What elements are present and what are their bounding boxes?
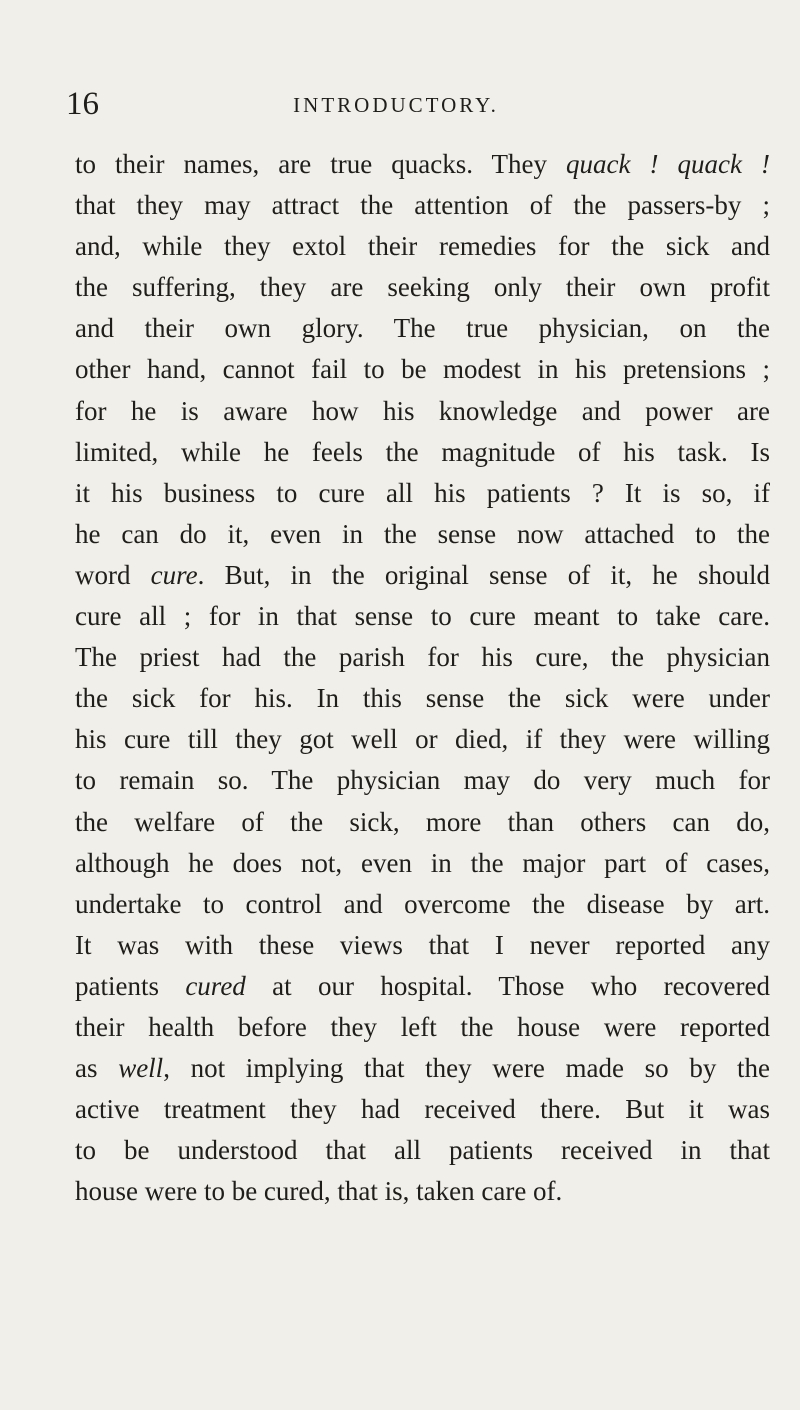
- text-run: although he does not, even in the major part of cases,: [75, 847, 770, 878]
- text-line: [75, 226, 770, 267]
- text-run: cure all ; for in that sense to cure meant to take care.: [75, 601, 770, 632]
- text-run: the suffering, they are seeking only their own profit: [75, 272, 770, 303]
- text-line: [75, 185, 770, 226]
- italic-text: cure: [150, 559, 198, 590]
- text-line: [75, 1171, 770, 1212]
- italic-text: quack ! quack !: [566, 149, 770, 179]
- text-line: [75, 514, 770, 555]
- text-run: the sick for his. In this sense the sick were under: [75, 683, 770, 714]
- text-line: [75, 678, 770, 719]
- text-line: [75, 308, 770, 349]
- text-run: their health before they left the house were reported: [75, 1011, 770, 1042]
- text-line: [75, 760, 770, 801]
- text-run: The priest had the parish for his cure, the physician: [75, 642, 770, 673]
- text-run: word: [75, 559, 151, 590]
- text-run: his cure till they got well or died, if they were willing: [75, 724, 770, 755]
- page-header: [66, 84, 726, 124]
- text-line: [75, 1089, 770, 1130]
- text-run: . But, in the original sense of it, he should: [197, 559, 770, 590]
- text-line: [75, 637, 770, 678]
- text-line: [75, 432, 770, 473]
- text-run: and, while they extol their remedies for the sick and: [75, 231, 770, 262]
- text-run: it his business to cure all his patients ? It is so, if: [75, 477, 770, 508]
- text-run: It was with these views that I never reported any: [75, 929, 770, 960]
- text-line: [75, 1130, 770, 1171]
- text-run: other hand, cannot fail to be modest in his pretensions ;: [75, 354, 770, 385]
- text-run: active treatment they had received there. But it was: [75, 1094, 770, 1125]
- running-head: INTRODUCTORY.: [293, 93, 499, 117]
- text-run: limited, while he feels the magnitude of his task. Is: [75, 436, 770, 467]
- text-run: to be understood that all patients received in that: [75, 1135, 770, 1166]
- text-run: the welfare of the sick, more than others can do,: [75, 806, 770, 837]
- text-line: [75, 267, 770, 308]
- text-run: as: [75, 1053, 119, 1084]
- text-line: [75, 1007, 770, 1048]
- text-line: [75, 843, 770, 884]
- text-line: [75, 925, 770, 966]
- text-run: house were to be cured, that is, taken care of.: [75, 1176, 563, 1207]
- text-run: patients: [75, 970, 186, 1001]
- text-run: to remain so. The physician may do very much for: [75, 765, 770, 796]
- text-run: to their names, are true quacks. They: [75, 149, 567, 179]
- text-line: [75, 802, 770, 843]
- text-line: [75, 473, 770, 514]
- text-run: and their own glory. The true physician, on the: [75, 313, 770, 344]
- text-line: [75, 555, 770, 596]
- italic-text: cured: [185, 970, 246, 1001]
- text-line: [75, 596, 770, 637]
- text-run: for he is aware how his knowledge and power are: [75, 395, 770, 426]
- italic-text: well: [118, 1053, 164, 1084]
- text-line: [75, 349, 770, 390]
- text-run: that they may attract the attention of the passers-by ;: [75, 190, 770, 221]
- text-run: at our hospital. Those who recovered: [245, 970, 770, 1001]
- text-line: [75, 719, 770, 760]
- text-run: he can do it, even in the sense now attached to the: [75, 518, 770, 549]
- page-number: 16: [66, 86, 99, 122]
- text-run: , not implying that they were made so by the: [163, 1053, 770, 1084]
- text-line: [75, 391, 770, 432]
- text-line: [75, 144, 770, 185]
- body-text: [75, 144, 770, 1212]
- text-line: [75, 966, 770, 1007]
- text-run: undertake to control and overcome the disease by art.: [75, 888, 770, 919]
- text-line: [75, 884, 770, 925]
- text-line: [75, 1048, 770, 1089]
